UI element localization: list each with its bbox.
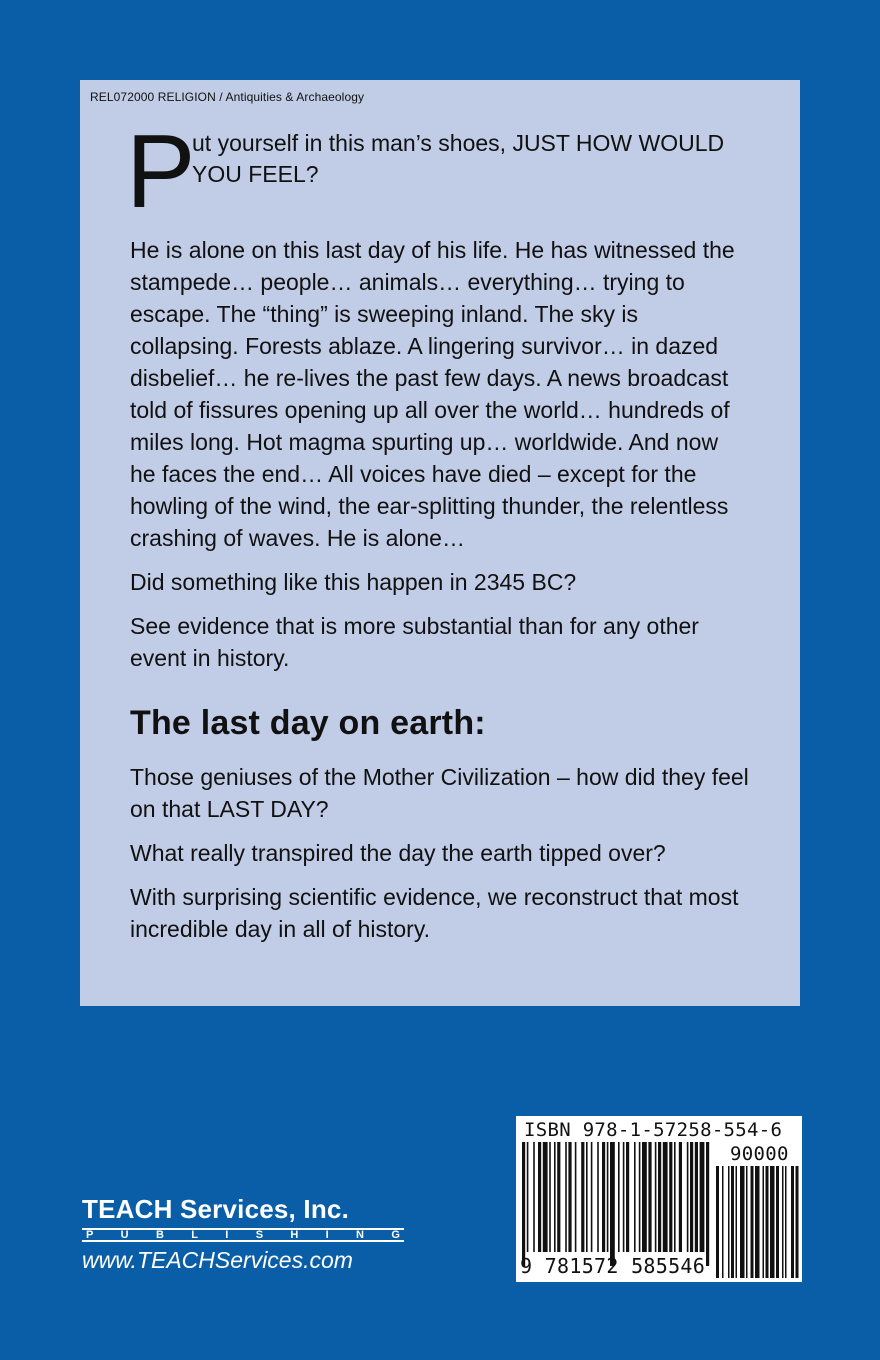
- tagline-letter: U: [120, 1229, 129, 1241]
- price-bar: [716, 1166, 719, 1278]
- question-paragraph: Did something like this happen in 2345 BC?: [130, 569, 577, 595]
- barcode-bar: [648, 1142, 651, 1252]
- price-bar: [755, 1166, 760, 1278]
- publisher-name: TEACH Services, Inc.: [82, 1194, 349, 1224]
- price-bar: [722, 1166, 724, 1278]
- barcode-bar: [591, 1142, 593, 1252]
- tagline-letter: I: [225, 1229, 229, 1241]
- barcode-bar: [543, 1142, 548, 1252]
- drop-cap: P: [126, 114, 196, 230]
- barcode-bar: [607, 1142, 609, 1252]
- tagline-letter: G: [391, 1229, 400, 1241]
- isbn-barcode: [516, 1116, 802, 1282]
- closing-paragraph-3: With surprising scientific evidence, we reconstruct that most incredible day in all of history.: [130, 884, 739, 942]
- barcode-bar: [690, 1142, 693, 1252]
- price-bar: [740, 1166, 745, 1278]
- barcode-bar: [639, 1142, 641, 1252]
- closing-paragraph-2: What really transpired the day the earth tipped over?: [130, 840, 666, 866]
- price-code: 90000: [730, 1143, 789, 1165]
- isbn-label: ISBN 978-1-57258-554-6: [524, 1119, 783, 1141]
- barcode-bar: [554, 1142, 556, 1252]
- tagline-letter: L: [191, 1229, 198, 1241]
- barcode-bar: [663, 1142, 668, 1252]
- price-bar: [766, 1166, 769, 1278]
- barcode-bar: [669, 1142, 672, 1252]
- barcode-bar: [568, 1142, 571, 1252]
- price-bar: [751, 1166, 754, 1278]
- barcode-bar: [634, 1142, 636, 1252]
- barcode-bar: [658, 1142, 661, 1252]
- price-bar: [763, 1166, 765, 1278]
- publisher-logo: [82, 1194, 406, 1274]
- tagline-letter: N: [356, 1229, 364, 1241]
- barcode-bar: [623, 1142, 625, 1252]
- barcode-bar: [610, 1142, 615, 1266]
- tagline-letter: H: [290, 1229, 299, 1241]
- barcode-bar: [706, 1142, 709, 1266]
- barcode-bar: [687, 1142, 689, 1252]
- price-bar: [785, 1166, 787, 1278]
- barcode-bar: [565, 1142, 567, 1252]
- barcode-bar: [626, 1142, 629, 1252]
- barcode-bar: [557, 1142, 560, 1252]
- tagline-letter: P: [86, 1229, 94, 1241]
- barcode-bar: [618, 1142, 620, 1252]
- evidence-paragraph: See evidence that is more substantial than for any other event in history.: [130, 613, 699, 671]
- tagline-letter: I: [325, 1229, 329, 1241]
- barcode-bar: [527, 1142, 529, 1252]
- price-bar: [728, 1166, 730, 1278]
- barcode-bar: [695, 1142, 698, 1252]
- barcode-bar: [581, 1142, 584, 1252]
- barcode-bar: [700, 1142, 705, 1252]
- publisher-url: www.TEACHServices.com: [82, 1247, 353, 1273]
- barcode-bar: [538, 1142, 541, 1252]
- tagline-letter: B: [155, 1229, 164, 1241]
- barcode-bar: [586, 1142, 588, 1252]
- tagline-letter: S: [255, 1229, 264, 1241]
- barcode-bar: [679, 1142, 682, 1252]
- barcode-bar: [642, 1142, 647, 1252]
- category-label: REL072000 RELIGION / Antiquities & Archaeology: [90, 90, 365, 104]
- price-bar: [731, 1166, 734, 1278]
- barcode-bar: [597, 1142, 599, 1252]
- intro-block: [126, 114, 750, 230]
- price-bar: [782, 1166, 784, 1278]
- barcode-bar: [655, 1142, 657, 1252]
- ean-digits: 9 781572 585546: [520, 1254, 706, 1278]
- intro-text: ut yourself in this man’s shoes, JUST HOW WOULD YOU FEEL?: [192, 130, 725, 187]
- price-bar: [791, 1166, 794, 1278]
- back-cover-panel: [80, 80, 800, 1006]
- barcode-bar: [674, 1142, 676, 1252]
- barcode-bar: [575, 1142, 577, 1252]
- closing-paragraph-1: Those geniuses of the Mother Civilization – how did they feel on that LAST DAY?: [130, 764, 749, 822]
- price-bar: [776, 1166, 779, 1278]
- price-bar: [770, 1166, 775, 1278]
- price-bar: [736, 1166, 738, 1278]
- barcode-bar: [522, 1142, 525, 1266]
- story-paragraph: He is alone on this last day of his life. He has witnessed the stampede… people… animals… everything… trying to escape. The “thing” is sweeping inland. The sky is collapsing. Forests ablaze. A lingering survivor… in dazed disbelief… he re-lives the past few days. A news broadcast told of fissures opening up all over the world… hundreds of miles long. Hot magma spurting up… worldwide. And now he faces the end… All voices have died – except for the howling of the wind, the ear-splitting thunder, the relentless crashing of waves. He is alone…: [130, 237, 735, 551]
- price-bar: [746, 1166, 748, 1278]
- barcode-bar: [602, 1142, 605, 1252]
- barcode-bar: [533, 1142, 535, 1252]
- publishing-tagline: [82, 1228, 404, 1242]
- barcode-bar: [549, 1142, 551, 1252]
- section-heading: The last day on earth:: [130, 704, 486, 742]
- price-bar: [796, 1166, 799, 1278]
